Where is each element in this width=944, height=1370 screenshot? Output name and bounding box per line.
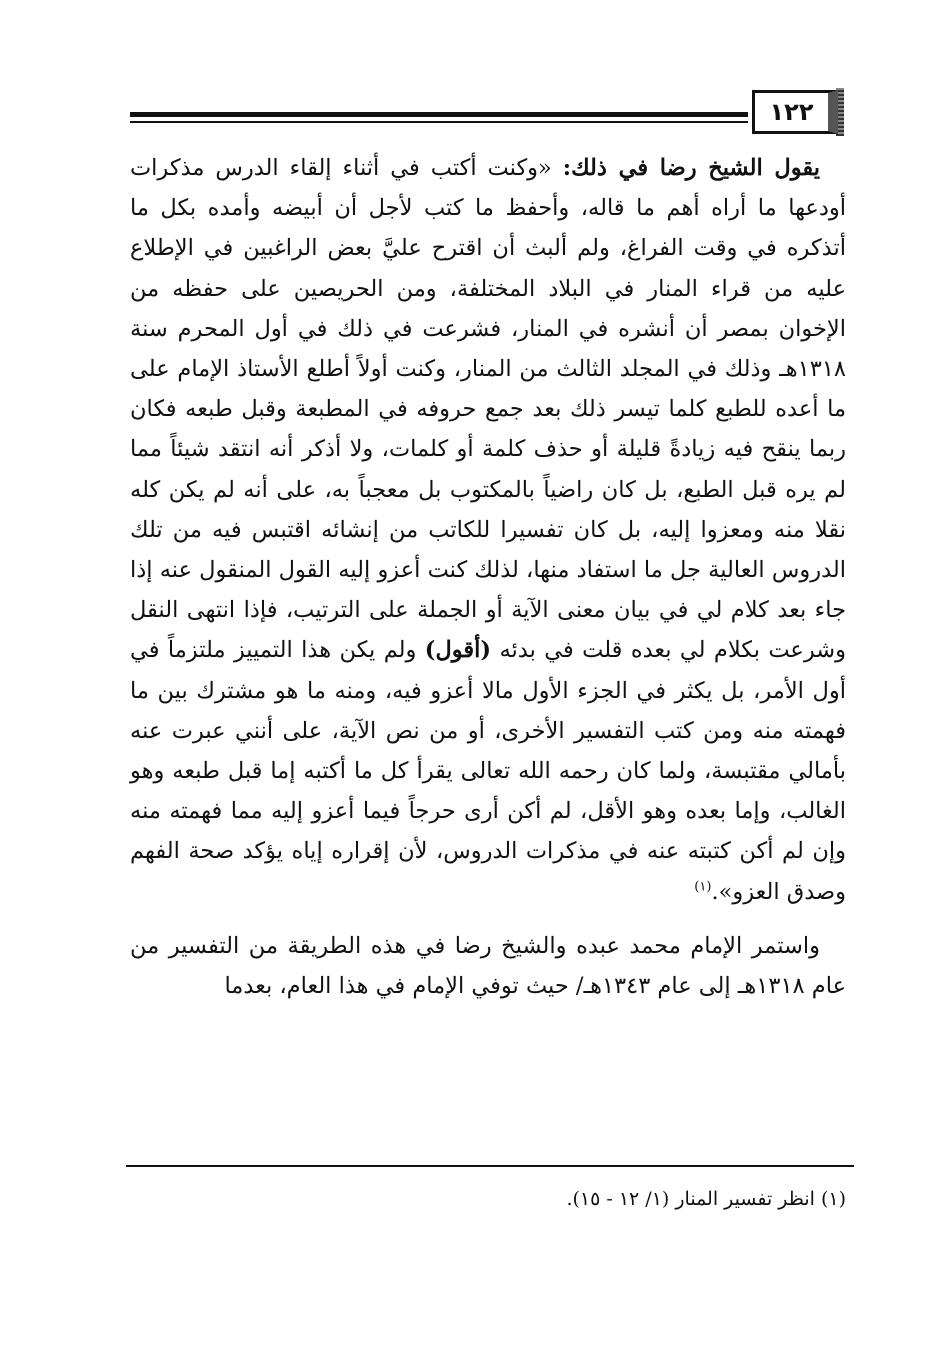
header-rule-thick	[130, 112, 748, 117]
paragraph-continuation: واستمر الإمام محمد عبده والشيخ رضا في هذه الطريقة من التفسير من عام ١٣١٨هـ إلى عام ١٣٤٣هـ/ حيث توفي الإمام في هذا العام، بعدما	[130, 932, 846, 1000]
quote-text-part-2: ولم يكن هذا التمييز ملتزماً في أول الأمر، بل يكثر في الجزء الأول مالا أعزو فيه، ومنه ما هو مشترك بين ما فهمته منه ومن كتب التفسير الأخرى، أو من نص الآية، على أنني عبرت عنه بأمالي مقتبسة، ولما كان رحمه الله تعالى يقرأ كل ما أكتبه إما قبل طبعه وهو الغالب، وإما بعده وهو الأقل، لم أكن أرى حرجاً فيما أعزو إليه مما فهمته منه وإن لم أكن كتبته عنه في مذكرات الدروس، لأن إقراره إياه يؤكد صحة الفهم وصدق العزو».	[130, 637, 846, 905]
paragraph-quote	[130, 148, 846, 912]
footnote-1: (١) انظر تفسير المنار (١/ ١٢ - ١٥).	[566, 1188, 846, 1210]
paragraph-lead: يقول الشيخ رضا في ذلك:	[562, 155, 820, 181]
page-body	[130, 148, 846, 1006]
quote-text-part-1: «وكنت أكتب في أثناء إلقاء الدرس مذكرات أودعها ما أراه أهم ما قاله، وأحفظ ما كتب لأجل أن أبيضه وأمده بكل ما أتذكره في وقت الفراغ، ولم ألبث أن اقترح عليَّ بعض الراغبين في الإطلاع عليه من قراء المنار في البلاد المختلفة، ومن الحريصين على حفظه من الإخوان بمصر أن أنشره في المنار، فشرعت في ذلك في أول المحرم سنة ١٣١٨هـ وذلك في المجلد الثالث من المنار، وكنت أولاً أطلع الأستاذ الإمام على ما أعده للطبع كلما تيسر ذلك بعد جمع حروفه في المطبعة وقبل طبعه فكان ربما ينقح فيه زيادةً قليلة أو حذف كلمة أو كلمات، ولا أذكر أنه انتقد شيئاً مما لم يره قبل الطبع، بل كان راضياً بالمكتوب بل معجباً به، على أنه لم يكن كله نقلا منه ومعزوا إليه، بل كان تفسيرا للكاتب من إنشائه اقتبس فيه من تلك الدروس العالية جل ما استفاد منها، لذلك كنت أعزو إليه القول المنقول عنه إذا جاء بعد كلام لي في بيان معنى الآية أو الجملة على الترتيب، فإذا انتهى النقل وشرعت بكلام لي بعده قلت في بدئه	[130, 155, 846, 664]
footnote-separator	[126, 1165, 854, 1167]
page-header	[130, 86, 844, 138]
page-number-box	[752, 90, 838, 134]
footnote-reference[interactable]: (١)	[694, 879, 712, 895]
header-rule-thin	[130, 121, 748, 123]
page-number: ١٢٢	[769, 98, 814, 126]
emphasis-aqoul: (أقول)	[424, 637, 492, 664]
